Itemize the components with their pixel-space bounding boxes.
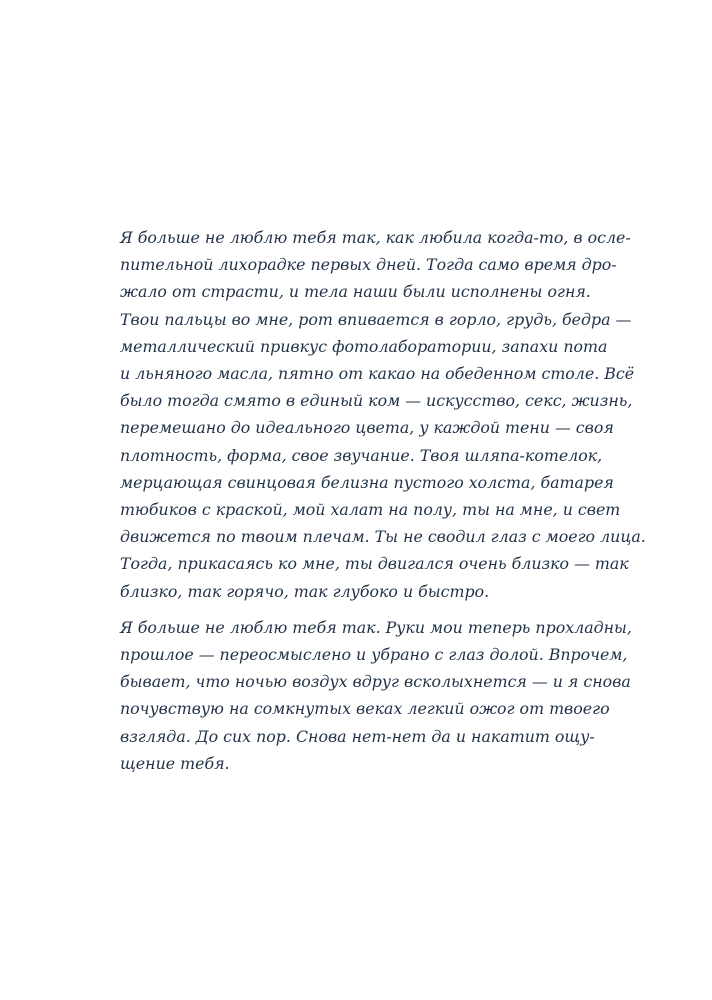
- text-line: мерцающая свинцовая белизна пустого холста, батарея: [120, 472, 614, 492]
- paragraph-1: [120, 224, 646, 605]
- text-line: почувствую на сомкнутых веках легкий ожог от твоего: [120, 699, 610, 719]
- text-line: пительной лихорадке первых дней. Тогда само время дро-: [120, 255, 617, 275]
- text-line: перемешано до идеального цвета, у каждой тени — своя: [120, 418, 614, 438]
- text-line: прошлое — переосмыслено и убрано с глаз долой. Впрочем,: [120, 645, 628, 665]
- text-line: тюбиков с краской, мой халат на полу, ты на мне, и свет: [120, 500, 621, 520]
- text-line: металлический привкус фотолаборатории, запахи пота: [120, 336, 608, 356]
- text-line: плотность, форма, свое звучание. Твоя шляпа-котелок,: [120, 445, 603, 465]
- text-line: движется по твоим плечам. Ты не сводил глаз с моего лица.: [120, 527, 646, 547]
- text-block: [120, 224, 646, 786]
- text-line: взгляда. До сих пор. Снова нет-нет да и накатит ощу-: [120, 726, 595, 746]
- text-line: было тогда смято в единый ком — искусство, секс, жизнь,: [120, 391, 633, 411]
- text-line: Я больше не люблю тебя так, как любила когда-то, в осле-: [120, 228, 631, 247]
- text-line: жало от страсти, и тела наши были исполнены огня.: [120, 282, 591, 302]
- text-line: и льняного масла, пятно от какао на обеденном столе. Всё: [120, 364, 635, 384]
- text-line: близко, так горячо, так глубоко и быстро.: [120, 581, 490, 601]
- text-line: щение тебя.: [120, 753, 230, 773]
- text-line: Я больше не люблю тебя так. Руки мои теперь прохладны,: [120, 617, 632, 637]
- paragraph-2: [120, 614, 632, 777]
- text-line: Тогда, прикасаясь ко мне, ты двигался очень близко — так: [120, 554, 629, 574]
- text-line: Твои пальцы во мне, рот впивается в горло, грудь, бедра —: [120, 309, 632, 329]
- text-line: бывает, что ночью воздух вдруг всколыхнется — и я снова: [120, 672, 631, 692]
